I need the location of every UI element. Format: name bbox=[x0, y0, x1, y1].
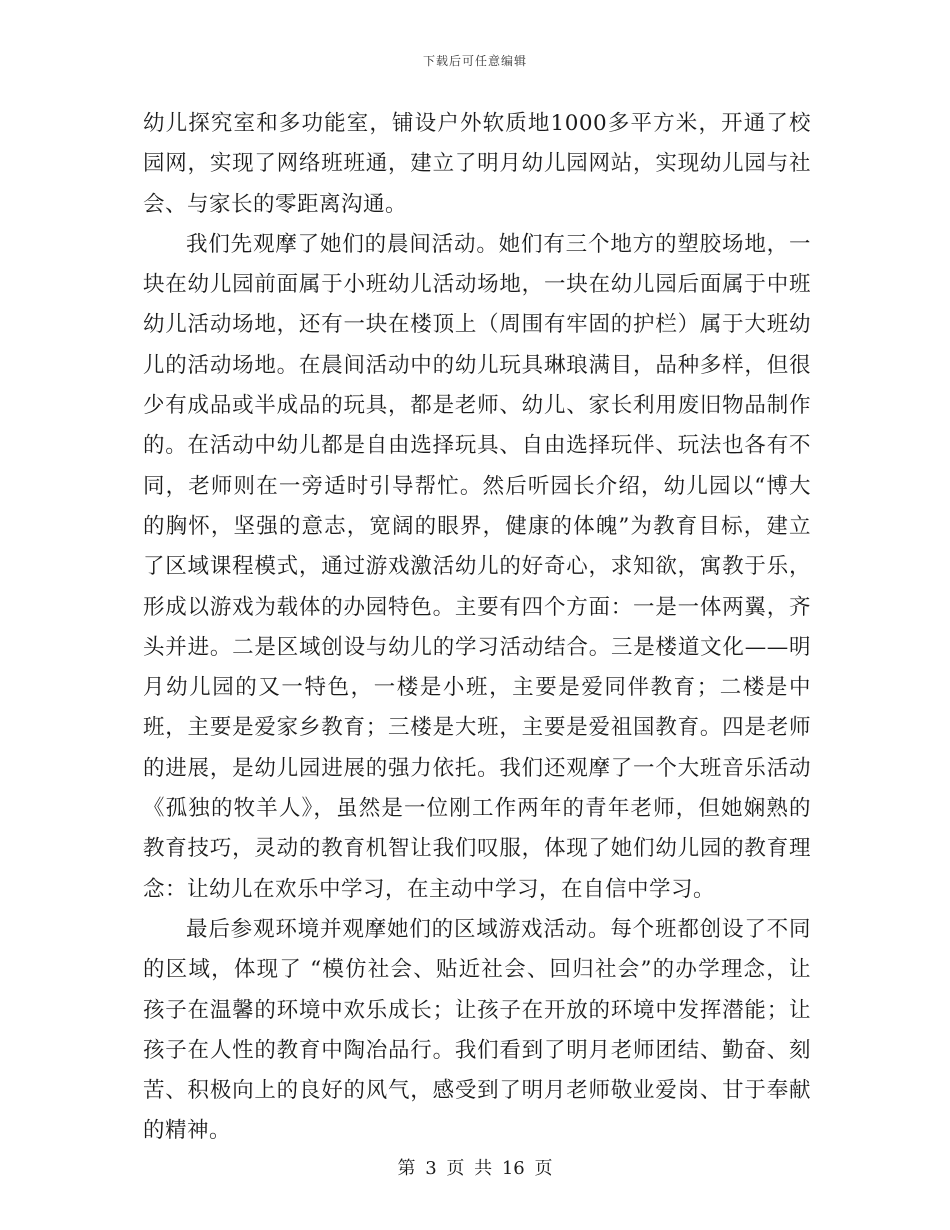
header-note: 下载后可任意编辑 bbox=[422, 54, 527, 68]
paragraph-area-games: 最后参观环境并观摩她们的区域游戏活动。每个班都创设了不同的区域，体现了 “模仿社会、贴近社会、回归社会”的办学理念，让孩子在温馨的环境中欢乐成长；让孩子在开放的环境中发挥潜能；让孩子在人性的教育中陶冶品行。我们看到了明月老师团结、勤奋、刻苦、积极向上的良好的风气，感受到了明月老师敬业爱岗、甘于奉献的精神。 bbox=[143, 916, 811, 1144]
page-number: 第 3 页 共 16 页 bbox=[397, 1158, 553, 1179]
paragraph-morning-activity: 我们先观摩了她们的晨间活动。她们有三个地方的塑胶场地，一块在幼儿园前面属于小班幼儿活动场地，一块在幼儿园后面属于中班幼儿活动场地，还有一块在楼顶上（周围有牢固的护栏）属于大班幼儿的活动场地。在晨间活动中的幼儿玩具琳琅满目，品种多样，但很少有成品或半成品的玩具，都是老师、幼儿、家长利用废旧物品制作的。在活动中幼儿都是自由选择玩具、自由选择玩伴、玩法也各有不同，老师则在一旁适时引导帮忙。然后听园长介绍，幼儿园以“博大的胸怀，坚强的意志，宽阔的眼界，健康的体魄”为教育目标，建立了区域课程模式，通过游戏激活幼儿的好奇心，求知欲，寓教于乐，形成以游戏为载体的办园特色。主要有四个方面：一是一体两翼，齐头并进。二是区域创设与幼儿的学习活动结合。三是楼道文化——明月幼儿园的又一特色，一楼是小班，主要是爱同伴教育；二楼是中班，主要是爱家乡教育；三楼是大班，主要是爱祖国教育。四是老师的进展，是幼儿园进展的强力依托。我们还观摩了一个大班音乐活动《孤独的牧羊人》，虽然是一位刚工作两年的青年老师，但她娴熟的教育技巧，灵动的教育机智让我们叹服，体现了她们幼儿园的教育理念：让幼儿在欢乐中学习，在主动中学习，在自信中学习。 bbox=[143, 231, 811, 902]
document-body bbox=[143, 104, 811, 1152]
paragraph-continued: 幼儿探究室和多功能室，铺设户外软质地1000多平方米，开通了校园网，实现了网络班班通，建立了明月幼儿园网站，实现幼儿园与社会、与家长的零距离沟通。 bbox=[143, 111, 811, 217]
